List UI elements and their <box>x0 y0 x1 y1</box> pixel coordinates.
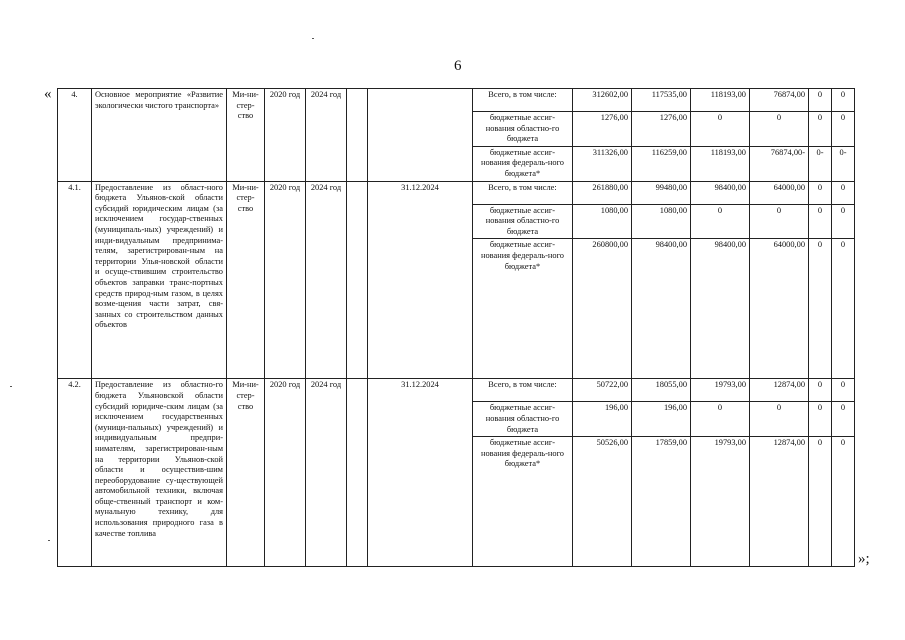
amount-2020: 1276,00 <box>632 112 691 147</box>
opening-quote-mark: « <box>44 86 52 102</box>
scan-speck <box>10 386 12 387</box>
amount-2020: 18055,00 <box>632 379 691 402</box>
amount-total: 311326,00 <box>573 146 632 181</box>
amount-2024: 0- <box>832 146 855 181</box>
deadline: 31.12.2024 <box>368 181 473 379</box>
amount-2024: 0 <box>832 204 855 239</box>
amount-2020: 98400,00 <box>632 239 691 379</box>
row-number: 4.2. <box>58 379 92 567</box>
end-year: 2024 год <box>306 379 347 567</box>
amount-2022: 76874,00- <box>750 146 809 181</box>
amount-2021: 98400,00 <box>691 239 750 379</box>
amount-2021: 118193,00 <box>691 146 750 181</box>
amount-total: 1080,00 <box>573 204 632 239</box>
amount-2023: 0 <box>809 437 832 567</box>
amount-2023: 0- <box>809 146 832 181</box>
amount-2022: 12874,00 <box>750 379 809 402</box>
indicator-cell <box>347 181 368 379</box>
amount-2020: 196,00 <box>632 402 691 437</box>
funding-source: Всего, в том числе: <box>473 181 573 204</box>
amount-total: 261880,00 <box>573 181 632 204</box>
funding-source: Всего, в том числе: <box>473 379 573 402</box>
funding-source: бюджетные ассиг-нования областно-го бюджета <box>473 402 573 437</box>
amount-2024: 0 <box>832 112 855 147</box>
amount-2023: 0 <box>809 239 832 379</box>
amount-2021: 0 <box>691 204 750 239</box>
amount-2022: 12874,00 <box>750 437 809 567</box>
end-year: 2024 год <box>306 181 347 379</box>
amount-2021: 19793,00 <box>691 437 750 567</box>
amount-2020: 17859,00 <box>632 437 691 567</box>
table-row <box>58 89 855 112</box>
page-number: 6 <box>454 58 462 74</box>
closing-quote-mark: »; <box>858 551 870 567</box>
amount-2021: 0 <box>691 112 750 147</box>
amount-2020: 117535,00 <box>632 89 691 112</box>
start-year: 2020 год <box>265 379 306 567</box>
amount-2023: 0 <box>809 112 832 147</box>
funding-source: бюджетные ассиг-нования федераль-ного бюджета* <box>473 239 573 379</box>
executor: Ми-ни-стер-ство <box>227 181 265 379</box>
start-year: 2020 год <box>265 89 306 182</box>
amount-total: 312602,00 <box>573 89 632 112</box>
scan-speck <box>312 38 314 39</box>
table-row <box>58 379 855 402</box>
amount-2021: 118193,00 <box>691 89 750 112</box>
amount-2022: 0 <box>750 204 809 239</box>
row-number: 4. <box>58 89 92 182</box>
amount-2021: 0 <box>691 402 750 437</box>
amount-2020: 116259,00 <box>632 146 691 181</box>
amount-2022: 76874,00 <box>750 89 809 112</box>
funding-source: бюджетные ассиг-нования областно-го бюджета <box>473 204 573 239</box>
amount-2021: 98400,00 <box>691 181 750 204</box>
amount-2022: 64000,00 <box>750 239 809 379</box>
amount-2023: 0 <box>809 402 832 437</box>
amount-total: 50722,00 <box>573 379 632 402</box>
indicator-cell <box>347 89 368 182</box>
amount-2022: 64000,00 <box>750 181 809 204</box>
activity-description: Предоставление из област-ного бюджета Ульянов-ской области субсидий юридическим лицам (за исключением государ-ственных (муниципаль-ных) учреждений) и инди-видуальным предпринима-телям, зарегистрирован-ным на территории Улья-новской области и осуще-ствившим строительство объектов заправки транс-портных средств природ-ным газом, в целях возме-щения части затрат, свя-занных со строительством данных объектов <box>92 181 227 379</box>
amount-2023: 0 <box>809 89 832 112</box>
deadline <box>368 89 473 182</box>
amount-2024: 0 <box>832 437 855 567</box>
amount-2020: 99480,00 <box>632 181 691 204</box>
amount-2024: 0 <box>832 402 855 437</box>
table-row <box>58 181 855 204</box>
indicator-cell <box>347 379 368 567</box>
amount-2024: 0 <box>832 89 855 112</box>
amount-total: 1276,00 <box>573 112 632 147</box>
end-year: 2024 год <box>306 89 347 182</box>
amount-total: 260800,00 <box>573 239 632 379</box>
amount-2024: 0 <box>832 239 855 379</box>
scan-speck <box>48 540 50 541</box>
funding-source: бюджетные ассиг-нования областно-го бюджета <box>473 112 573 147</box>
amount-total: 196,00 <box>573 402 632 437</box>
activity-description: Предоставление из областно-го бюджета Ульяновской области субсидий юридиче-ским лицам (за исключением государственных (муници-пальных) учреждений) и индивидуальным предпри-нимателям, зарегистрирован-ным на территории Ульянов-ской области и осуществив-шим переоборудование су-ществующей автомобильной техники, включая обще-ственный транспорт и ком-мунальную технику, для использования природного газа в качестве топлива <box>92 379 227 567</box>
amount-2022: 0 <box>750 402 809 437</box>
amount-2020: 1080,00 <box>632 204 691 239</box>
amount-2022: 0 <box>750 112 809 147</box>
activity-description: Основное мероприятие «Развитие экологически чистого транспорта» <box>92 89 227 182</box>
budget-table <box>57 88 855 567</box>
amount-2023: 0 <box>809 379 832 402</box>
deadline: 31.12.2024 <box>368 379 473 567</box>
funding-source: бюджетные ассиг-нования федераль-ного бюджета* <box>473 146 573 181</box>
executor: Ми-ни-стер-ство <box>227 89 265 182</box>
start-year: 2020 год <box>265 181 306 379</box>
executor: Ми-ни-стер-ство <box>227 379 265 567</box>
amount-2024: 0 <box>832 181 855 204</box>
amount-2021: 19793,00 <box>691 379 750 402</box>
funding-source: бюджетные ассиг-нования федераль-ного бюджета* <box>473 437 573 567</box>
row-number: 4.1. <box>58 181 92 379</box>
amount-total: 50526,00 <box>573 437 632 567</box>
amount-2023: 0 <box>809 181 832 204</box>
amount-2023: 0 <box>809 204 832 239</box>
funding-source: Всего, в том числе: <box>473 89 573 112</box>
amount-2024: 0 <box>832 379 855 402</box>
